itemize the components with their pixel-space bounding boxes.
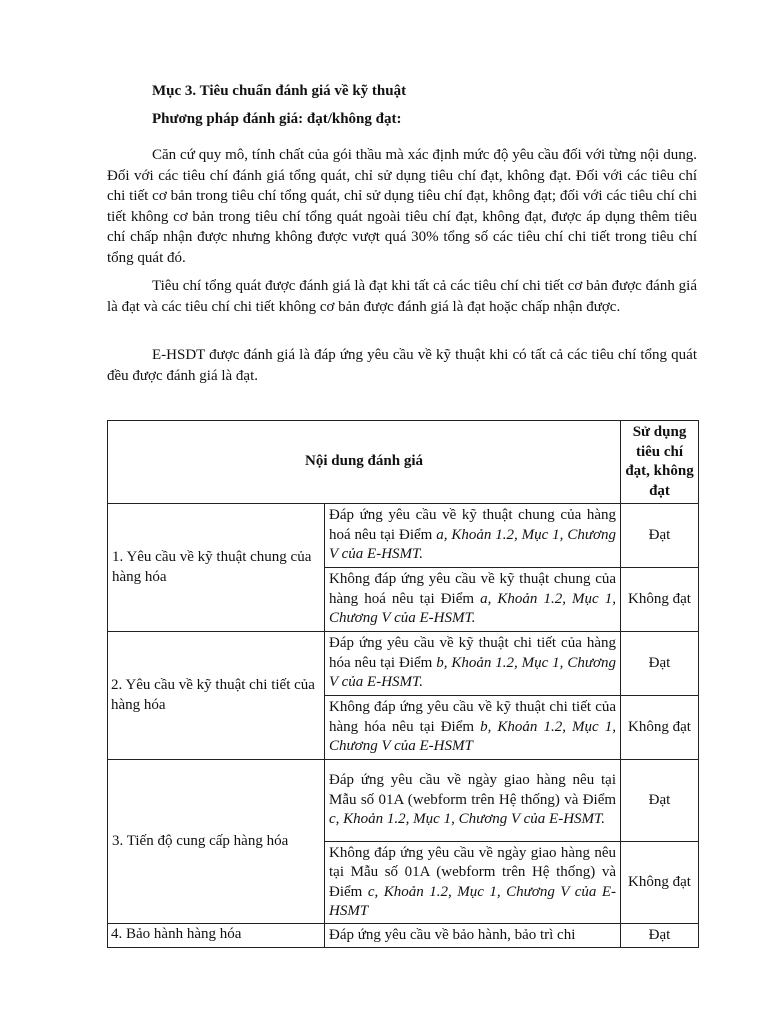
result-cell: Không đạt	[621, 842, 699, 924]
criterion-text: 2. Yêu cầu về kỹ thuật chi tiết của hàng hóa	[111, 677, 315, 713]
detail-cell	[325, 760, 621, 842]
paragraph-scope: Căn cứ quy mô, tính chất của gói thầu mà xác định mức độ yêu cầu đối với từng nội dung. Đối với các tiêu chí đánh giá tổng quát, chỉ sử dụng tiêu chí đạt, không đạt. Đối với các tiêu chí chi tiết cơ bản trong tiêu chí tổng quát, chỉ sử dụng tiêu chí đạt, không đạt; đối với các tiêu chí chi tiết không cơ bản trong tiêu chí tổng quát ngoài tiêu chí đạt, không đạt, được áp dụng thêm tiêu chí chấp nhận được nhưng không được vượt quá 30% tổng số các tiêu chí chi tiết trong tiêu chí tổng quát đó.	[107, 147, 697, 266]
table-row	[108, 504, 699, 568]
result-cell: Đạt	[621, 924, 699, 948]
detail-cell	[325, 924, 621, 948]
method-heading: Phương pháp đánh giá: đạt/không đạt:	[152, 111, 402, 127]
detail-text: Đáp ứng yêu cầu về bảo hành, bảo trì chi	[329, 926, 576, 943]
detail-text: Không đáp ứng yêu cầu về kỹ thuật chung của hàng hoá nêu tại Điểm	[329, 571, 617, 607]
criterion-cell: 1. Yêu cầu về kỹ thuật chung của hàng hóa	[108, 504, 325, 632]
detail-text: Không đáp ứng yêu cầu về ngày giao hàng nêu tại Mẫu số 01A (webform trên Hệ thống) và Điểm	[329, 844, 617, 900]
result-cell: Đạt	[621, 504, 699, 568]
criterion-cell: 4. Bảo hành hàng hóa	[108, 924, 325, 948]
detail-reference: c, Khoản 1.2, Mục 1, Chương V của E-HSMT	[329, 883, 617, 919]
criterion-cell	[108, 632, 325, 760]
result-cell: Không đạt	[621, 696, 699, 760]
criterion-cell: 3. Tiến độ cung cấp hàng hóa	[108, 760, 325, 924]
detail-text: Đáp ứng yêu cầu về kỹ thuật chi tiết của hàng hóa nêu tại Điểm	[329, 635, 617, 671]
detail-cell	[325, 632, 621, 696]
table-row	[108, 632, 699, 696]
paragraph-conclusion: E-HSDT được đánh giá là đáp ứng yêu cầu về kỹ thuật khi có tất cả các tiêu chí tổng quát đều được đánh giá là đạt.	[107, 347, 697, 384]
table-row	[108, 760, 699, 842]
detail-reference: b, Khoản 1.2, Mục 1, Chương V của E-HSMT.	[329, 654, 617, 691]
section-heading: Mục 3. Tiêu chuẩn đánh giá về kỹ thuật	[152, 83, 407, 99]
detail-cell	[325, 504, 621, 568]
detail-cell	[325, 696, 621, 760]
table-header-row	[108, 421, 699, 504]
detail-reference: b, Khoản 1.2, Mục 1, Chương V của E-HSMT	[329, 718, 617, 755]
detail-reference: c, Khoản 1.2, Mục 1, Chương V của E-HSMT.	[329, 811, 606, 828]
detail-cell	[325, 568, 621, 632]
result-cell: Đạt	[621, 760, 699, 842]
header-content: Nội dung đánh giá	[108, 421, 621, 504]
detail-reference: a, Khoản 1.2, Mục 1, Chương V của E-HSMT.	[329, 590, 617, 627]
table-row	[108, 924, 699, 948]
detail-reference: a, Khoản 1.2, Mục 1, Chương V của E-HSMT.	[329, 526, 617, 563]
detail-cell	[325, 842, 621, 924]
header-criteria: Sử dụng tiêu chí đạt, không đạt	[621, 421, 699, 504]
evaluation-table	[107, 420, 699, 948]
detail-text: Đáp ứng yêu cầu về kỹ thuật chung của hàng hoá nêu tại Điểm	[329, 507, 617, 543]
paragraph-general-criteria: Tiêu chí tổng quát được đánh giá là đạt khi tất cả các tiêu chí chi tiết cơ bản được đánh giá là đạt và các tiêu chí chi tiết không cơ bản được đánh giá là đạt hoặc chấp nhận được.	[107, 278, 697, 315]
result-cell: Đạt	[621, 632, 699, 696]
result-cell: Không đạt	[621, 568, 699, 632]
detail-text: Đáp ứng yêu cầu về ngày giao hàng nêu tại Mẫu số 01A (webform trên Hệ thống) và Điểm	[329, 772, 617, 808]
detail-text: Không đáp ứng yêu cầu về kỹ thuật chi tiết của hàng hóa nêu tại Điểm	[329, 699, 617, 735]
